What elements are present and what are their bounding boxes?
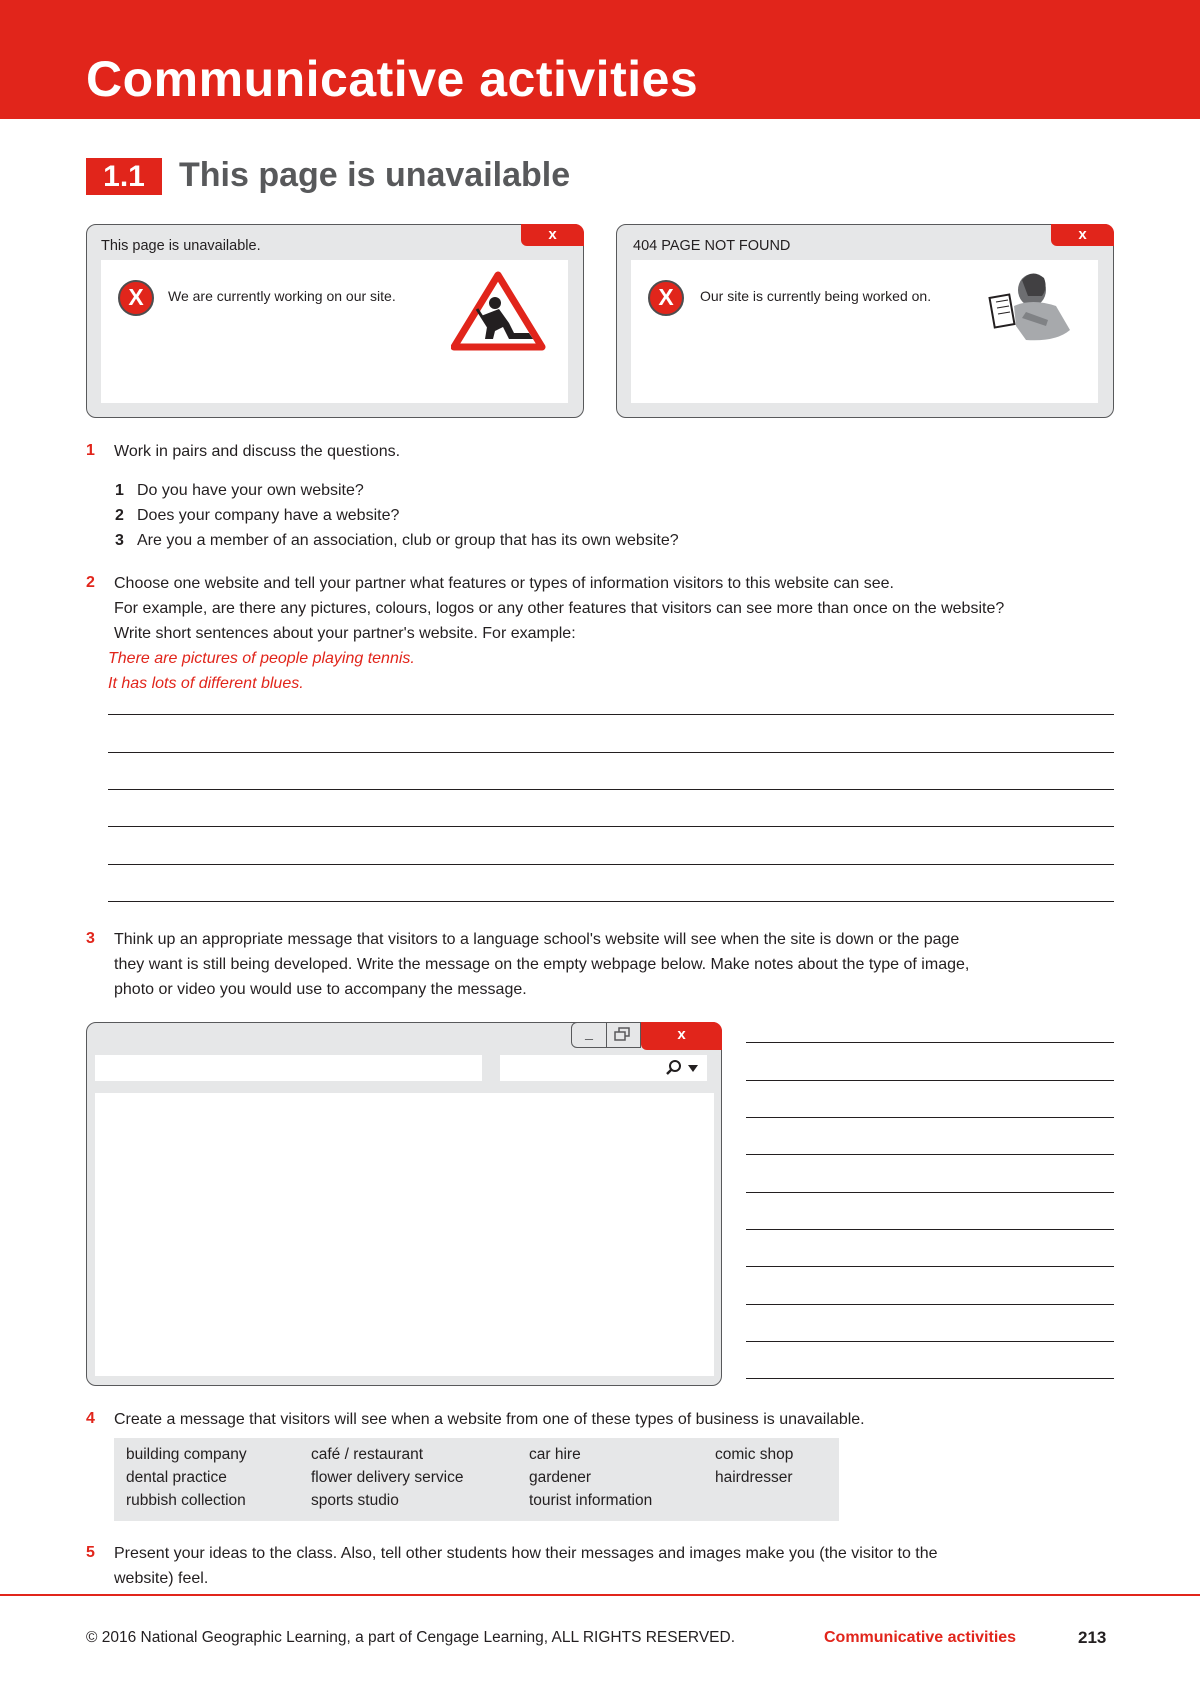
question-number: 2 [115, 507, 124, 524]
notes-line[interactable] [746, 1117, 1114, 1118]
business-type: hairdresser [715, 1469, 793, 1486]
copyright-notice: © 2016 National Geographic Learning, a part of Cengage Learning, ALL RIGHTS RESERVED. [86, 1629, 736, 1646]
business-type: rubbish collection [126, 1492, 246, 1509]
restore-icon [607, 1023, 639, 1047]
footer-divider [0, 1594, 1200, 1596]
exercise-number: 2 [86, 574, 95, 591]
question-text: Are you a member of an association, club or group that has its own website? [137, 532, 679, 549]
address-bar[interactable] [95, 1055, 482, 1081]
chevron-down-icon[interactable] [687, 1064, 699, 1074]
notes-line[interactable] [746, 1080, 1114, 1081]
exercise-3-line: photo or video you would use to accompany the message. [114, 981, 527, 998]
close-button[interactable]: x [1051, 224, 1114, 246]
exercise-2-line: Choose one website and tell your partner what features or types of information visitors to this website can see. [114, 575, 894, 592]
exercise-number: 1 [86, 442, 95, 459]
error-message: We are currently working on our site. [168, 288, 396, 304]
writing-line[interactable] [108, 714, 1114, 715]
unit-number-badge: 1.1 [86, 158, 162, 195]
close-button[interactable]: x [521, 224, 584, 246]
exercise-3-line: Think up an appropriate message that visitors to a language school's website will see when the site is down or the page [114, 931, 960, 948]
exercise-number: 5 [86, 1544, 95, 1561]
window-caption: 404 PAGE NOT FOUND [633, 238, 791, 254]
notes-line[interactable] [746, 1192, 1114, 1193]
writing-line[interactable] [108, 901, 1114, 902]
business-type: flower delivery service [311, 1469, 464, 1486]
close-button[interactable]: x [641, 1022, 722, 1050]
writing-line[interactable] [108, 864, 1114, 865]
question-number: 3 [115, 532, 124, 549]
page-number: 213 [1078, 1628, 1107, 1647]
notes-line[interactable] [746, 1154, 1114, 1155]
search-box[interactable] [500, 1055, 707, 1081]
writing-line[interactable] [108, 826, 1114, 827]
browser-page-area[interactable] [95, 1093, 714, 1376]
minimize-button[interactable] [571, 1022, 607, 1048]
business-type: car hire [529, 1446, 581, 1463]
empty-browser-window [86, 1022, 722, 1386]
notes-line[interactable] [746, 1341, 1114, 1342]
exercise-2-line: For example, are there any pictures, colours, logos or any other features that visitors can see more than once on the website? [114, 600, 1005, 617]
example-sentence: It has lots of different blues. [108, 675, 304, 692]
roadworks-sign-icon [451, 271, 546, 351]
person-with-laptop [986, 266, 1081, 344]
notes-line[interactable] [746, 1304, 1114, 1305]
business-type: sports studio [311, 1492, 399, 1509]
exercise-4-instruction: Create a message that visitors will see when a website from one of these types of business is unavailable. [114, 1411, 865, 1428]
exercise-5-line: Present your ideas to the class. Also, tell other students how their messages and images make you (the visitor to the [114, 1545, 938, 1562]
question-text: Do you have your own website? [137, 482, 364, 499]
business-types-box [114, 1438, 839, 1521]
page-header-title: Communicative activities [86, 51, 699, 107]
restore-button[interactable] [607, 1022, 641, 1048]
business-type: tourist information [529, 1492, 653, 1509]
writing-line[interactable] [108, 789, 1114, 790]
notes-line[interactable] [746, 1266, 1114, 1267]
error-window-2 [616, 224, 1114, 418]
question-text: Does your company have a website? [137, 507, 400, 524]
business-type: gardener [529, 1469, 592, 1486]
window-content [631, 260, 1098, 403]
window-content [101, 260, 568, 403]
notes-line[interactable] [746, 1378, 1114, 1379]
business-type: comic shop [715, 1446, 794, 1463]
exercise-number: 3 [86, 930, 95, 947]
minimize-icon: _ [585, 1024, 593, 1040]
business-type: café / restaurant [311, 1446, 424, 1463]
window-caption: This page is unavailable. [101, 238, 261, 254]
error-message: Our site is currently being worked on. [700, 288, 932, 304]
business-type: building company [126, 1446, 247, 1463]
header-bar [0, 0, 1200, 119]
notes-line[interactable] [746, 1042, 1114, 1043]
exercise-1-instruction: Work in pairs and discuss the questions. [114, 443, 401, 460]
search-icon[interactable] [665, 1059, 683, 1077]
footer-section-name: Communicative activities [824, 1629, 1017, 1646]
error-window-1 [86, 224, 584, 418]
error-icon: X [118, 280, 154, 316]
exercise-5-line: website) feel. [114, 1570, 209, 1587]
question-number: 1 [115, 482, 124, 499]
notes-line[interactable] [746, 1229, 1114, 1230]
exercise-2-line: Write short sentences about your partner's website. For example: [114, 625, 576, 642]
exercise-3-line: they want is still being developed. Write the message on the empty webpage below. Make notes about the type of image, [114, 956, 970, 973]
writing-line[interactable] [108, 752, 1114, 753]
example-sentence: There are pictures of people playing tennis. [108, 650, 415, 667]
unit-title: This page is unavailable [179, 156, 571, 194]
business-type: dental practice [126, 1469, 227, 1486]
error-icon: X [648, 280, 684, 316]
exercise-number: 4 [86, 1410, 95, 1427]
